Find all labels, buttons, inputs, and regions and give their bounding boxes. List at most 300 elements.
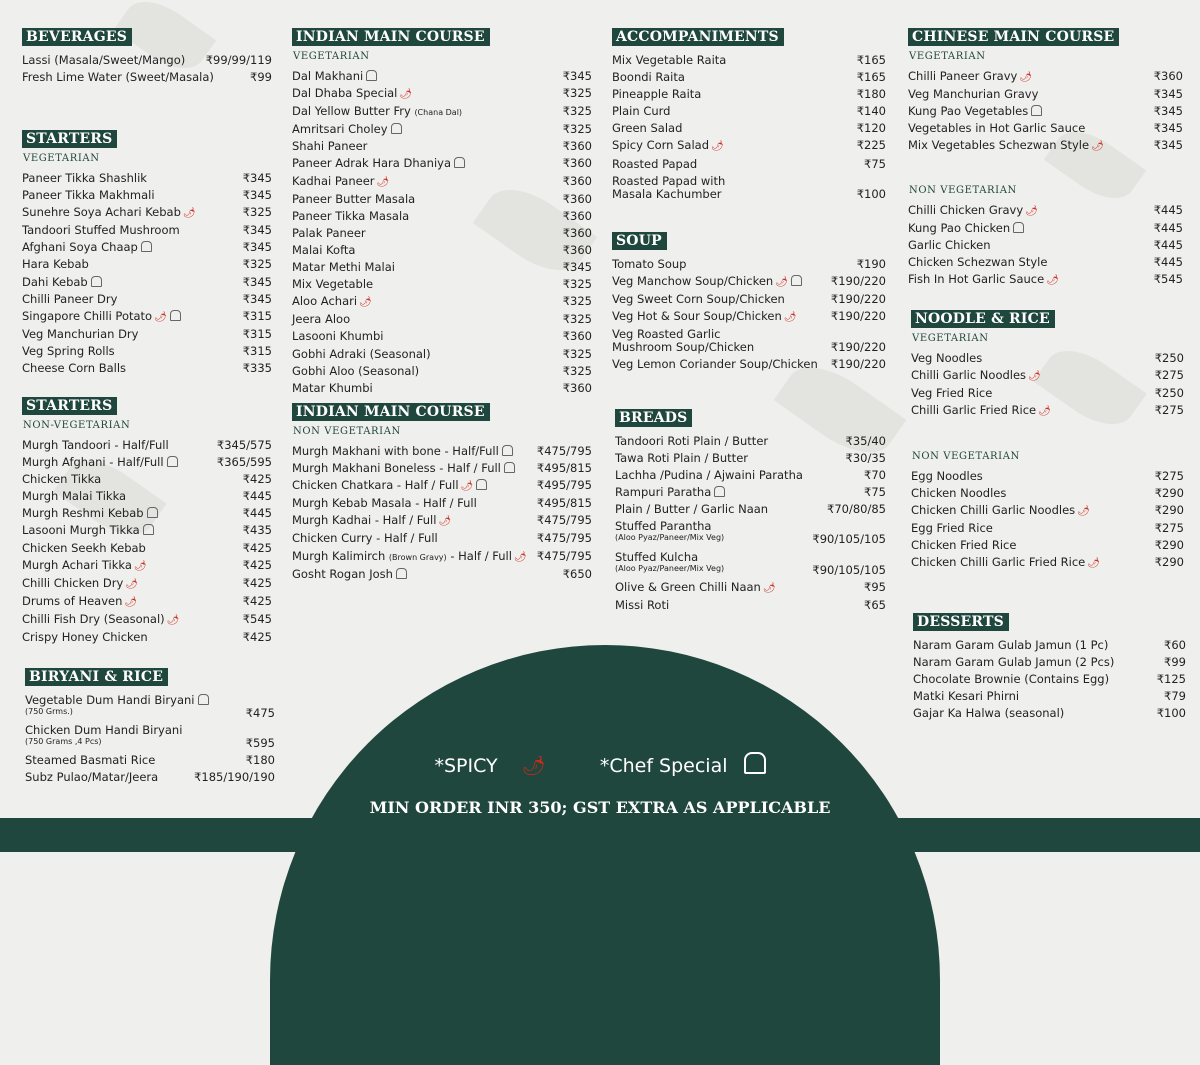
item-note: (Aloo Pyaz/Paneer/Mix Veg) xyxy=(615,563,725,573)
menu-item-price: ₹345 xyxy=(1153,87,1183,102)
menu-item xyxy=(292,70,592,83)
item-name-text: Vegetables in Hot Garlic Sauce xyxy=(908,121,1086,136)
menu-item-price: ₹180 xyxy=(856,87,886,102)
menu-item xyxy=(913,656,1186,669)
chili-icon: 🌶 xyxy=(1087,558,1100,570)
menu-item-price: ₹360 xyxy=(562,173,592,188)
menu-item-name xyxy=(615,469,803,482)
menu-item-name xyxy=(292,70,377,83)
menu-item xyxy=(908,273,1183,287)
menu-item-name xyxy=(612,139,724,153)
menu-item-name xyxy=(911,404,1051,418)
menu-item-price: ₹345 xyxy=(242,291,272,306)
menu-item-name xyxy=(911,352,982,365)
item-name-text: Lasooni Murgh Tikka xyxy=(22,523,140,538)
menu-item-price: ₹475/795 xyxy=(536,444,592,458)
menu-item-name xyxy=(292,550,527,564)
menu-item-price: ₹325 xyxy=(562,104,592,119)
menu-item-name xyxy=(22,456,178,469)
item-name-text: Rampuri Paratha xyxy=(615,485,712,500)
menu-item-price: ₹275 xyxy=(1154,469,1184,483)
menu-item-price: ₹290 xyxy=(1154,555,1184,570)
menu-item-name xyxy=(615,599,669,612)
menu-item xyxy=(292,193,592,206)
section-subtitle: VEGETARIAN xyxy=(293,51,370,62)
menu-item-name xyxy=(908,105,1042,118)
menu-item-price: ₹315 xyxy=(242,343,272,358)
menu-item-price: ₹345 xyxy=(242,274,272,289)
menu-item-name xyxy=(911,556,1100,570)
menu-item xyxy=(22,456,272,469)
menu-item-name xyxy=(22,524,154,537)
menu-item-price: ₹35/40 xyxy=(845,434,886,448)
menu-item xyxy=(22,542,272,555)
menu-item-name xyxy=(292,123,402,136)
menu-item-price: ₹79 xyxy=(1164,689,1186,704)
menu-item xyxy=(292,227,592,240)
menu-item-price: ₹70/80/85 xyxy=(827,502,886,517)
item-name-text: Veg Spring Rolls xyxy=(22,343,115,358)
menu-item-name xyxy=(22,310,181,324)
menu-item xyxy=(292,532,592,545)
item-name-text: Veg Noodles xyxy=(911,351,983,365)
menu-item-name xyxy=(908,239,991,252)
menu-item-price: ₹90/105/105 xyxy=(812,562,886,577)
indian-veg-section xyxy=(292,26,592,399)
menu-item-price: ₹360 xyxy=(562,242,592,257)
menu-item-price: ₹190 xyxy=(856,257,886,271)
section-title: BREADS xyxy=(615,409,692,427)
item-name-text: Naram Garam Gulab Jamun (1 Pc) xyxy=(913,638,1109,652)
menu-item xyxy=(908,222,1183,235)
menu-item-name xyxy=(22,631,148,644)
menu-item-price: ₹545 xyxy=(242,611,272,626)
menu-item-name xyxy=(615,486,725,499)
item-name-text: Tawa Roti Plain / Butter xyxy=(615,451,748,466)
menu-item-name xyxy=(612,88,701,101)
menu-item-price: ₹290 xyxy=(1154,486,1184,501)
menu-item-name xyxy=(615,581,776,595)
section-subtitle: VEGETARIAN xyxy=(909,51,986,62)
menu-item-price: ₹445 xyxy=(242,489,272,504)
menu-item-name xyxy=(22,54,185,67)
menu-item xyxy=(22,206,272,220)
item-name-text: Mix Vegetables Schezwan Style xyxy=(908,138,1090,153)
chili-icon: 🌶 xyxy=(775,277,788,289)
menu-item-name xyxy=(908,222,1024,235)
item-name-text: Gobhi Adraki (Seasonal) xyxy=(292,346,431,361)
item-name-text: Garlic Chicken xyxy=(908,238,991,253)
item-name-text: Chicken Fried Rice xyxy=(911,538,1017,553)
item-name-text: Matar Methi Malai xyxy=(292,260,395,275)
chef-hat-icon xyxy=(502,445,513,456)
menu-item-price: ₹345 xyxy=(242,223,272,238)
chili-icon: 🌶 xyxy=(399,89,413,101)
menu-item-price: ₹360 xyxy=(562,225,592,240)
menu-item-name xyxy=(22,172,147,185)
menu-item-price: ₹475/795 xyxy=(536,548,592,563)
menu-item-name xyxy=(22,439,169,452)
menu-item-name xyxy=(292,140,367,153)
menu-item-name xyxy=(22,189,155,202)
menu-item-name xyxy=(292,295,372,309)
menu-item xyxy=(908,122,1183,135)
item-name-text: Pineapple Raita xyxy=(612,87,702,102)
menu-item-price: ₹425 xyxy=(242,575,272,590)
menu-item xyxy=(292,210,592,223)
item-name-text: Kung Pao Chicken xyxy=(908,221,1011,236)
section-subtitle: NON-VEGETARIAN xyxy=(23,420,131,431)
chili-icon: 🌶 xyxy=(1025,206,1038,217)
item-name-text: Spicy Corn Salad xyxy=(612,138,710,153)
chef-hat-icon xyxy=(396,568,407,579)
menu-item-name xyxy=(612,358,818,371)
menu-item xyxy=(292,479,592,493)
menu-item-name xyxy=(913,707,1064,720)
legend-chef: *Chef Special xyxy=(588,755,778,777)
section-title: ACCOMPANIMENTS xyxy=(612,28,784,46)
menu-item-price: ₹360 xyxy=(562,329,592,344)
item-name-text: Cheese Corn Balls xyxy=(22,361,127,376)
chef-hat-icon xyxy=(366,70,377,81)
menu-item xyxy=(22,258,272,271)
item-name-text: Dal Yellow Butter Fry xyxy=(292,104,411,119)
section-subtitle: NON VEGETARIAN xyxy=(293,426,401,437)
menu-item-name xyxy=(292,514,451,528)
menu-item-name xyxy=(22,507,158,520)
section-title: DESSERTS xyxy=(913,613,1009,631)
menu-item xyxy=(908,204,1183,218)
chef-hat-icon xyxy=(791,275,802,286)
chili-icon: 🌶 xyxy=(359,297,372,309)
chef-hat-icon xyxy=(1031,105,1042,116)
item-name-text: Singapore Chilli Potato xyxy=(22,308,153,323)
menu-item xyxy=(913,707,1186,720)
item-name-text: Fish In Hot Garlic Sauce xyxy=(908,272,1045,287)
menu-item xyxy=(908,88,1183,101)
menu-item-price: ₹425 xyxy=(242,472,272,487)
menu-item xyxy=(22,559,272,573)
menu-item-name xyxy=(292,193,415,206)
menu-item-name xyxy=(911,522,993,535)
menu-item xyxy=(22,224,272,237)
item-name-text: Kung Pao Vegetables xyxy=(908,104,1029,119)
chili-icon: 🌶 xyxy=(460,481,474,493)
item-name-text: Matki Kesari Phirni xyxy=(913,689,1020,704)
menu-item-name xyxy=(612,275,802,289)
menu-item-price: ₹360 xyxy=(562,380,592,395)
menu-item xyxy=(615,503,886,516)
item-name-text: Paneer Tikka Makhmali xyxy=(22,188,155,203)
menu-item-name xyxy=(22,542,146,555)
item-name-text: Murgh Kalimirch xyxy=(292,548,386,563)
menu-item-name xyxy=(22,258,89,271)
menu-item xyxy=(292,105,592,119)
item-note: (750 Grams ,4 Pcs) xyxy=(25,737,102,747)
item-name-text: Steamed Basmati Rice xyxy=(25,753,156,768)
menu-item-price: ₹345 xyxy=(1153,104,1183,119)
menu-item xyxy=(22,310,272,324)
section-title: NOODLE & RICE xyxy=(911,310,1055,328)
menu-item-price: ₹190/220 xyxy=(830,309,886,324)
menu-item xyxy=(292,87,592,101)
menu-item-price: ₹250 xyxy=(1154,351,1184,365)
menu-item-price: ₹325 xyxy=(562,294,592,309)
menu-item xyxy=(22,189,272,202)
menu-item-price: ₹325 xyxy=(562,122,592,137)
menu-item-name xyxy=(22,345,115,358)
menu-item-name xyxy=(22,241,152,254)
menu-item-price: ₹100 xyxy=(1156,706,1186,721)
menu-item-price: ₹65 xyxy=(864,597,886,612)
item-name-text: Paneer Adrak Hara Dhaniya xyxy=(292,156,451,171)
item-inline-note: (Brown Gravy) xyxy=(388,552,447,562)
item-name-text: Chicken Schezwan Style xyxy=(908,255,1048,270)
item-name-text: Murgh Reshmi Kebab xyxy=(22,506,144,521)
menu-item xyxy=(615,486,886,499)
menu-item xyxy=(612,139,886,153)
menu-item xyxy=(615,452,886,465)
item-inline-note: (Chana Dal) xyxy=(414,108,463,118)
menu-item xyxy=(908,70,1183,84)
item-name-text: Hara Kebab xyxy=(22,257,89,272)
menu-item xyxy=(22,362,272,375)
menu-item-name xyxy=(911,470,983,483)
menu-item-name xyxy=(911,539,1016,552)
chili-icon: 🌶 xyxy=(1046,275,1059,287)
item-name-text: Veg Fried Rice xyxy=(911,386,993,401)
menu-item-price: ₹345 xyxy=(242,188,272,203)
item-name-text: Crispy Honey Chicken xyxy=(22,630,148,645)
menu-item-name xyxy=(22,362,126,375)
menu-item xyxy=(292,568,592,581)
chili-icon: 🌶 xyxy=(513,551,527,563)
menu-item-price: ₹325 xyxy=(242,205,272,220)
menu-item xyxy=(22,71,272,84)
menu-item-price: ₹325 xyxy=(562,363,592,378)
item-name-text: Plain Curd xyxy=(612,104,671,119)
chef-hat-icon xyxy=(141,241,152,252)
menu-item xyxy=(292,330,592,343)
chili-icon: 🌶 xyxy=(124,596,138,608)
chef-hat-icon xyxy=(91,276,102,287)
menu-item-name xyxy=(911,487,1006,500)
footer-note: MIN ORDER INR 350; GST EXTRA AS APPLICABLE xyxy=(369,798,831,817)
menu-item xyxy=(911,352,1184,365)
item-name-text: Matar Khumbi xyxy=(292,380,373,395)
item-name-text: Jeera Aloo xyxy=(292,312,351,327)
menu-item xyxy=(22,439,272,452)
menu-item-name xyxy=(615,551,724,573)
item-name-text: Chocolate Brownie (Contains Egg) xyxy=(913,672,1110,687)
menu-item xyxy=(913,673,1186,686)
menu-item-name xyxy=(908,88,1038,101)
chef-hat-icon xyxy=(143,524,154,535)
section-title: BEVERAGES xyxy=(22,28,132,46)
menu-item-price: ₹275 xyxy=(1154,403,1184,418)
item-name-text: Chilli Garlic Fried Rice xyxy=(911,403,1037,418)
menu-item-price: ₹475/795 xyxy=(536,513,592,528)
menu-item xyxy=(612,310,886,324)
item-name-text: Chicken Chatkara - Half / Full xyxy=(292,478,459,493)
chili-icon: 🌶 xyxy=(154,311,167,323)
section-title: STARTERS xyxy=(22,130,117,148)
chef-hat-icon xyxy=(1013,222,1024,233)
item-name-text: Chicken Dum Handi Biryani xyxy=(25,723,183,738)
menu-item-price: ₹90/105/105 xyxy=(812,532,886,547)
chef-hat-icon xyxy=(504,462,515,473)
item-name-text: Kadhai Paneer xyxy=(292,173,375,188)
menu-item-price: ₹275 xyxy=(1154,368,1184,383)
menu-item-price: ₹315 xyxy=(242,308,272,323)
menu-item-name xyxy=(22,276,102,289)
item-name-text: Murgh Tandoori - Half/Full xyxy=(22,438,169,452)
menu-item-price: ₹345 xyxy=(562,260,592,275)
item-name-text: Veg Manchow Soup/Chicken xyxy=(612,274,774,289)
menu-item-price: ₹475 xyxy=(245,706,275,720)
menu-item-price: ₹360 xyxy=(562,191,592,206)
menu-item xyxy=(615,435,886,448)
item-name-text: Paneer Butter Masala xyxy=(292,191,416,206)
menu-item-name xyxy=(612,54,726,67)
chef-hat-icon xyxy=(476,479,487,490)
menu-item-price: ₹99 xyxy=(250,70,272,85)
item-name-text: Afghani Soya Chaap xyxy=(22,240,138,255)
menu-item-price: ₹250 xyxy=(1154,386,1184,401)
item-name-text: Chicken Seekh Kebab xyxy=(22,540,146,555)
menu-item-price: ₹290 xyxy=(1154,503,1184,518)
menu-item xyxy=(292,123,592,136)
menu-item-name xyxy=(292,244,355,257)
menu-item-name xyxy=(22,328,138,341)
menu-item-price: ₹425 xyxy=(242,557,272,572)
menu-item xyxy=(913,690,1186,703)
menu-item-price: ₹165 xyxy=(856,53,886,67)
menu-item-price: ₹125 xyxy=(1156,672,1186,687)
item-name-text: Chilli Paneer Gravy xyxy=(908,69,1018,83)
menu-item-price: ₹70 xyxy=(864,468,886,483)
menu-item xyxy=(292,462,592,475)
chinese-nonveg-section xyxy=(908,180,1183,291)
item-name-text: Shahi Paneer xyxy=(292,139,368,154)
menu-item xyxy=(612,122,886,135)
item-name-text: Chilli Chicken Dry xyxy=(22,575,124,590)
chef-hat-icon xyxy=(454,157,465,168)
menu-item xyxy=(22,577,272,591)
item-name-text: Chilli Fish Dry (Seasonal) xyxy=(22,611,165,626)
chili-icon: 🌶 xyxy=(125,578,138,590)
menu-item-price: ₹225 xyxy=(856,138,886,153)
menu-item-name xyxy=(908,273,1059,287)
indian-nonveg-section xyxy=(292,401,592,585)
menu-item xyxy=(22,490,272,503)
section-subtitle: NON VEGETARIAN xyxy=(912,451,1020,462)
item-name-text: Mix Vegetable Raita xyxy=(612,53,727,67)
menu-item-price: ₹140 xyxy=(856,104,886,119)
legend-spicy: *SPICY 🌶 xyxy=(434,755,546,777)
menu-item-name xyxy=(22,206,196,220)
menu-item-price: ₹360 xyxy=(562,139,592,154)
menu-item-name xyxy=(911,504,1090,518)
menu-item-price: ₹325 xyxy=(242,257,272,272)
item-name-text: Malai Kofta xyxy=(292,242,356,257)
menu-item-name xyxy=(612,310,796,324)
menu-item-price: ₹595 xyxy=(245,736,275,751)
chili-icon: 🌶 xyxy=(1038,406,1051,418)
item-name-text: Egg Noodles xyxy=(911,469,983,483)
menu-item-price: ₹435 xyxy=(242,523,272,538)
menu-item xyxy=(911,369,1184,383)
menu-item xyxy=(22,328,272,341)
menu-item-name xyxy=(292,365,419,378)
item-name-text: Boondi Raita xyxy=(612,70,685,85)
menu-item xyxy=(615,551,886,577)
menu-item-price: ₹345/575 xyxy=(216,438,272,452)
chili-icon: 🌶 xyxy=(166,614,180,626)
menu-item xyxy=(612,71,886,84)
chili-icon: 🌶 xyxy=(1077,506,1090,518)
menu-item-name xyxy=(612,328,754,354)
menu-item-price: ₹165 xyxy=(856,70,886,85)
menu-item-price: ₹345 xyxy=(562,69,592,83)
item-name-text: Murgh Makhani with bone - Half/Full xyxy=(292,444,499,458)
menu-item-price: ₹325 xyxy=(562,312,592,327)
menu-item-name xyxy=(908,70,1032,84)
section-subtitle: VEGETARIAN xyxy=(23,153,100,164)
menu-item xyxy=(25,724,275,750)
menu-item-name xyxy=(22,473,101,486)
menu-item-price: ₹99 xyxy=(1164,655,1186,670)
item-name-text: Paneer Tikka Masala xyxy=(292,208,410,223)
menu-item xyxy=(292,550,592,564)
menu-item-name xyxy=(615,520,724,542)
item-note: (750 Grms.) xyxy=(25,707,73,716)
menu-item-price: ₹95 xyxy=(864,579,886,594)
menu-item xyxy=(292,382,592,395)
menu-item-name xyxy=(22,613,179,627)
menu-item xyxy=(612,105,886,118)
item-name-text: Tomato Soup xyxy=(612,257,687,271)
menu-item-name xyxy=(612,175,725,201)
chili-icon: 🌶 xyxy=(521,755,546,777)
menu-item xyxy=(911,504,1184,518)
item-name-text: Lasooni Khumbi xyxy=(292,329,384,344)
item-name-text: Missi Roti xyxy=(615,597,670,612)
item-name-line2: Mushroom Soup/Chicken xyxy=(612,340,755,355)
chili-icon: 🌶 xyxy=(182,208,196,220)
menu-item-name xyxy=(615,452,748,465)
item-name-text: Chicken Tikka xyxy=(22,472,102,487)
menu-item xyxy=(911,404,1184,418)
menu-item-name xyxy=(292,532,438,545)
menu-item-price: ₹120 xyxy=(856,121,886,136)
chili-icon: 🌶 xyxy=(1028,371,1041,383)
item-name-text: Veg Roasted Garlic xyxy=(612,327,721,342)
chili-icon: 🌶 xyxy=(1019,72,1033,83)
menu-item-name xyxy=(913,673,1109,686)
menu-item xyxy=(911,387,1184,400)
menu-item-price: ₹445 xyxy=(242,506,272,521)
menu-item-name xyxy=(292,313,350,326)
noodle-nonveg-section xyxy=(911,446,1184,575)
menu-item-price: ₹360 xyxy=(1153,69,1183,83)
menu-item-price: ₹495/815 xyxy=(536,461,592,476)
item-name-text: Stuffed Parantha xyxy=(615,519,712,534)
menu-item-name xyxy=(292,497,477,510)
menu-item-price: ₹445 xyxy=(1153,203,1183,217)
menu-item-name xyxy=(292,210,409,223)
item-name-text: Mix Vegetable xyxy=(292,277,374,292)
